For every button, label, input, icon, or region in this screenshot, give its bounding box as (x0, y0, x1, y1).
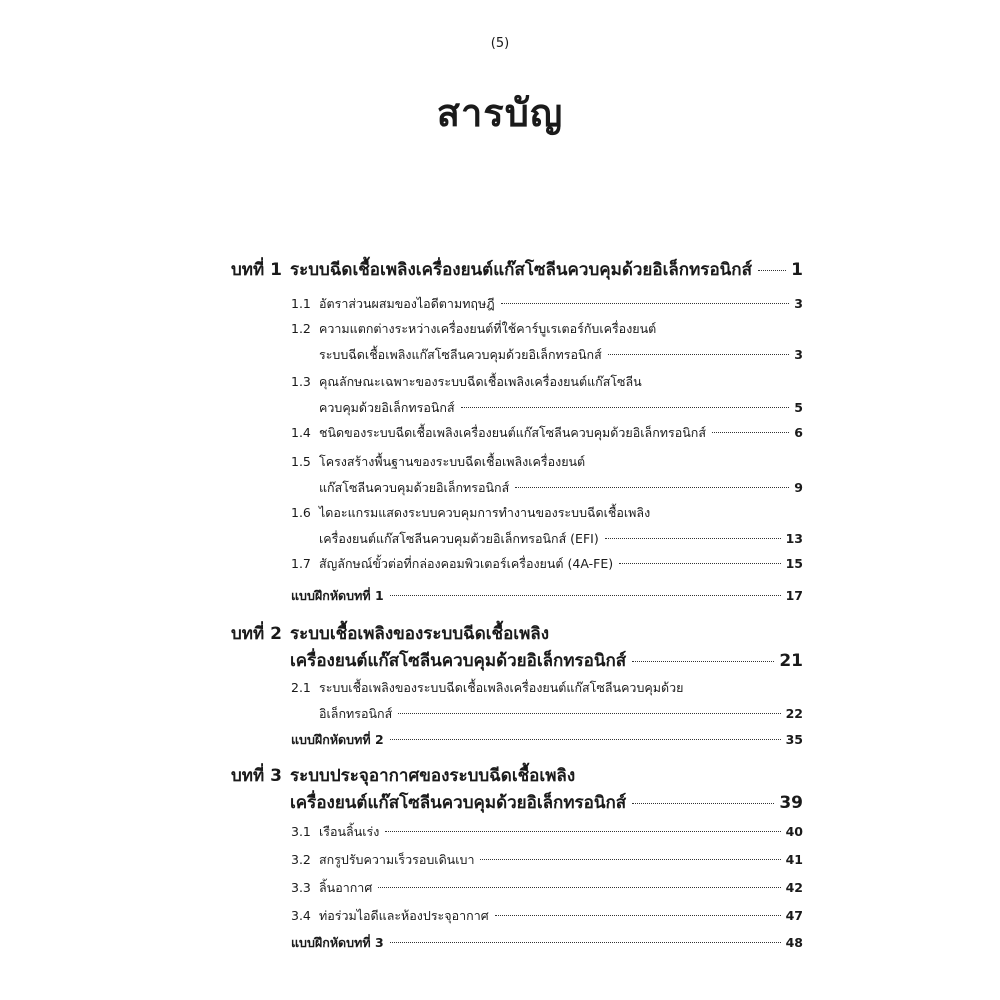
dot-leader (390, 942, 781, 943)
toc-entry (291, 903, 803, 929)
section-title: ท่อร่วมไอดีและห้องประจุอากาศ (319, 908, 489, 923)
dot-leader (495, 915, 781, 916)
dot-leader (712, 432, 789, 433)
toc-entry (291, 551, 803, 577)
chapter-title-continued: เครื่องยนต์แก๊สโซลีนควบคุมด้วยอิเล็กทรอนิกส์ (290, 793, 627, 813)
section-page-number: 40 (785, 824, 803, 839)
page-number: (5) (490, 36, 510, 51)
section-number: 1.3 (291, 374, 311, 389)
section-title-continued: อิเล็กทรอนิกส์ (319, 706, 393, 721)
exercise-entry (291, 583, 803, 609)
section-title: ชนิดของระบบฉีดเชื้อเพลิงเครื่องยนต์แก๊สโซลีนควบคุมด้วยอิเล็กทรอนิกส์ (319, 425, 706, 440)
section-title: อัตราส่วนผสมของไอดีตามทฤษฎี (319, 296, 495, 311)
section-title: สกรูปรับความเร็วรอบเดินเบา (319, 852, 475, 867)
exercise-entry (291, 727, 803, 753)
section-page-number: 13 (785, 531, 803, 546)
chapter-page-number: 39 (779, 793, 803, 813)
section-page-number: 6 (794, 425, 803, 440)
page-title: สารบัญ (436, 91, 564, 135)
chapter-heading (231, 257, 803, 284)
exercise-label: แบบฝึกหัดบทที่ 1 (291, 588, 384, 603)
section-page-number: 47 (785, 908, 803, 923)
section-number: 3.2 (291, 852, 311, 867)
dot-leader (515, 487, 789, 488)
toc-entry (291, 500, 803, 552)
section-title: เรือนลิ้นเร่ง (319, 824, 380, 839)
chapter-title-continued: เครื่องยนต์แก๊สโซลีนควบคุมด้วยอิเล็กทรอนิกส์ (290, 651, 627, 671)
exercise-label: แบบฝึกหัดบทที่ 3 (291, 935, 384, 950)
section-title-continued: แก๊สโซลีนควบคุมด้วยอิเล็กทรอนิกส์ (319, 480, 510, 495)
toc-entry (291, 847, 803, 873)
section-number: 3.4 (291, 908, 311, 923)
chapter-title: ระบบเชื้อเพลิงของระบบฉีดเชื้อเพลิง (290, 624, 550, 644)
section-page-number: 5 (794, 400, 803, 415)
section-page-number: 42 (785, 880, 803, 895)
section-title: คุณลักษณะเฉพาะของระบบฉีดเชื้อเพลิงเครื่องยนต์แก๊สโซลีน (319, 374, 642, 389)
section-number: 1.4 (291, 425, 311, 440)
section-title: ระบบเชื้อเพลิงของระบบฉีดเชื้อเพลิงเครื่องยนต์แก๊สโซลีนควบคุมด้วย (319, 680, 684, 695)
toc-entry (291, 875, 803, 901)
exercise-entry (291, 930, 803, 956)
dot-leader (385, 831, 780, 832)
section-number: 3.3 (291, 880, 311, 895)
toc-entry (291, 819, 803, 845)
section-title: ลิ้นอากาศ (319, 880, 373, 895)
dot-leader (398, 713, 780, 714)
section-number: 1.5 (291, 454, 311, 469)
section-number: 2.1 (291, 680, 311, 695)
toc-entry (291, 316, 803, 368)
chapter-heading (231, 621, 803, 675)
chapter-title: ระบบฉีดเชื้อเพลิงเครื่องยนต์แก๊สโซลีนควบคุมด้วยอิเล็กทรอนิกส์ (290, 260, 752, 280)
section-number: 1.7 (291, 556, 311, 571)
chapter-page-number: 21 (779, 651, 803, 671)
section-title-continued: ระบบฉีดเชื้อเพลิงแก๊สโซลีนควบคุมด้วยอิเล็กทรอนิกส์ (319, 347, 602, 362)
section-title: ความแตกต่างระหว่างเครื่องยนต์ที่ใช้คาร์บูเรเตอร์กับเครื่องยนต์ (319, 321, 657, 336)
section-title: สัญลักษณ์ขั้วต่อที่กล่องคอมพิวเตอร์เครื่องยนต์ (4A-FE) (319, 556, 614, 571)
chapter-label: บทที่ 3 (231, 766, 282, 786)
exercise-page-number: 35 (785, 732, 803, 747)
section-title: ไดอะแกรมแสดงระบบควบคุมการทำงานของระบบฉีดเชื้อเพลิง (319, 505, 651, 520)
section-number: 1.6 (291, 505, 311, 520)
section-title-continued: ควบคุมด้วยอิเล็กทรอนิกส์ (319, 400, 455, 415)
dot-leader (632, 661, 774, 662)
section-title: โครงสร้างพื้นฐานของระบบฉีดเชื้อเพลิงเครื่องยนต์ (319, 454, 586, 469)
dot-leader (390, 739, 781, 740)
toc-entry (291, 449, 803, 501)
exercise-label: แบบฝึกหัดบทที่ 2 (291, 732, 384, 747)
dot-leader (619, 563, 781, 564)
chapter-page-number: 1 (791, 260, 803, 280)
section-page-number: 22 (785, 706, 803, 721)
exercise-page-number: 17 (785, 588, 803, 603)
dot-leader (461, 407, 790, 408)
section-page-number: 9 (794, 480, 803, 495)
dot-leader (501, 303, 790, 304)
dot-leader (632, 803, 774, 804)
dot-leader (605, 538, 781, 539)
toc-entry (291, 291, 803, 317)
section-page-number: 3 (794, 296, 803, 311)
section-number: 1.1 (291, 296, 311, 311)
exercise-page-number: 48 (785, 935, 803, 950)
chapter-title: ระบบประจุอากาศของระบบฉีดเชื้อเพลิง (290, 766, 576, 786)
chapter-label: บทที่ 2 (231, 624, 282, 644)
dot-leader (608, 354, 790, 355)
chapter-heading (231, 763, 803, 817)
dot-leader (480, 859, 780, 860)
section-page-number: 15 (785, 556, 803, 571)
dot-leader (390, 595, 781, 596)
dot-leader (378, 887, 780, 888)
section-number: 3.1 (291, 824, 311, 839)
section-page-number: 41 (785, 852, 803, 867)
dot-leader (758, 270, 786, 271)
toc-entry (291, 369, 803, 421)
section-number: 1.2 (291, 321, 311, 336)
toc-entry (291, 675, 803, 727)
section-page-number: 3 (794, 347, 803, 362)
chapter-label: บทที่ 1 (231, 260, 282, 280)
section-title-continued: เครื่องยนต์แก๊สโซลีนควบคุมด้วยอิเล็กทรอนิกส์ (EFI) (319, 531, 599, 546)
toc-entry (291, 420, 803, 446)
